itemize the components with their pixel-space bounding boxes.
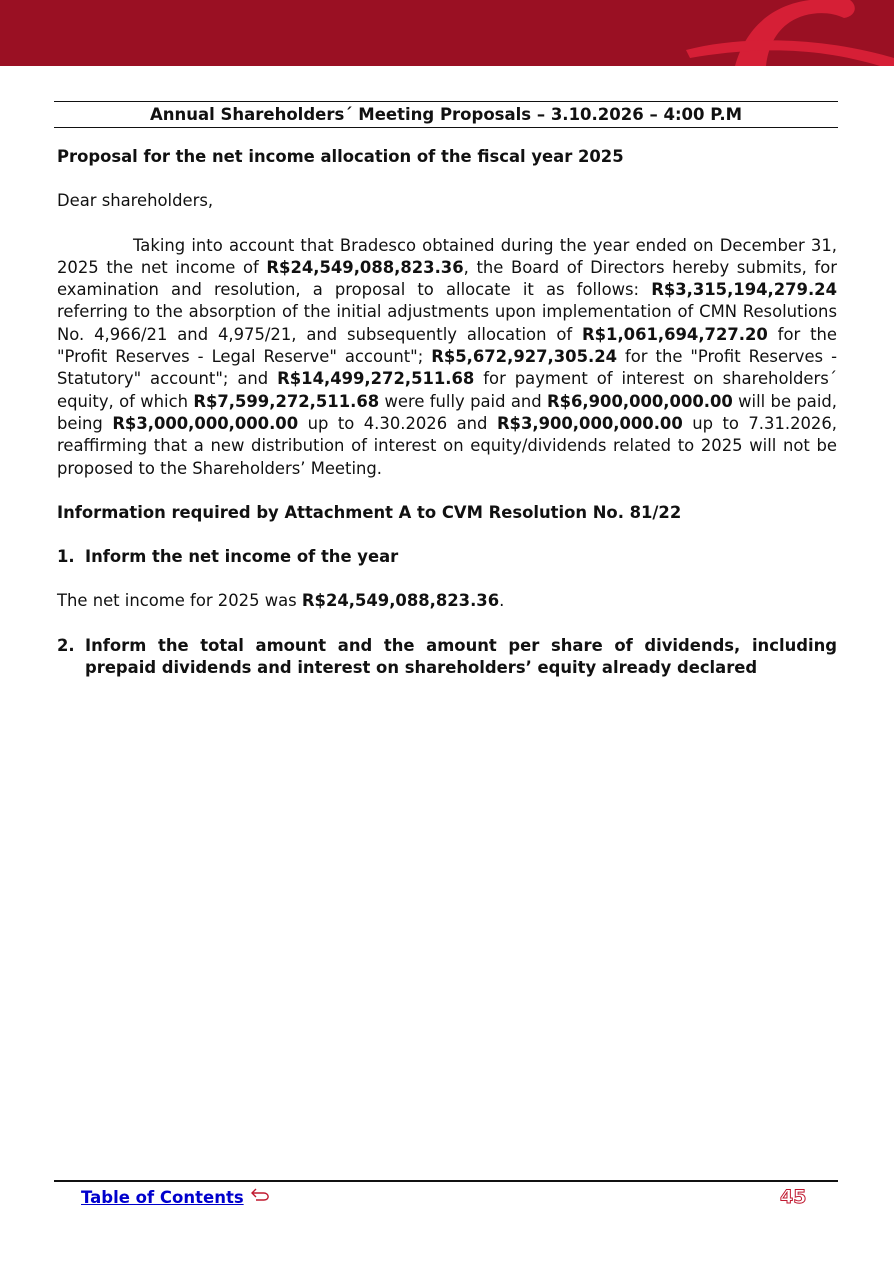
- text-run: up to 4.30.2026 and: [298, 413, 497, 433]
- text-run: , the Board of Directors hereby submits, for examination and resolution, a proposal to allocate it as follows:: [57, 257, 837, 300]
- salutation: Dear shareholders,: [57, 191, 214, 211]
- text-run: were fully paid and: [379, 391, 547, 411]
- text-run: The net income for 2025 was: [57, 591, 302, 611]
- text-run: up to 7.31.2026, reaffirming that a new distribution of interest on equity/dividends related to 2025 will not be proposed to the Shareholders’ Meeting.: [57, 413, 838, 478]
- text-run: will be paid, being: [57, 391, 837, 433]
- absorption-amount: R$3,315,194,279.24: [651, 280, 837, 300]
- first-installment-amount: R$3,000,000,000.00: [112, 413, 299, 433]
- text-run: for the "Profit Reserves - Legal Reserve" account";: [57, 324, 837, 367]
- item-answer: [57, 590, 837, 612]
- item-number: 1.: [57, 547, 75, 567]
- text-run: for payment of interest on shareholders´ equity, of which: [57, 369, 837, 411]
- list-item: [57, 546, 837, 568]
- item-title: Inform the net income of the year: [85, 547, 399, 567]
- legal-reserve-amount: R$1,061,694,727.20: [582, 324, 768, 344]
- text-run: .: [499, 591, 505, 611]
- bradesco-logo-icon: [0, 0, 894, 66]
- page-title: Annual Shareholders´ Meeting Proposals – 3.10.2026 – 4:00 P.M: [54, 101, 838, 128]
- item-number: 2.: [57, 635, 75, 655]
- second-installment-amount: R$3,900,000,000.00: [496, 413, 683, 433]
- header-band: [0, 0, 894, 66]
- net-income-value: R$24,549,088,823.36: [301, 591, 500, 611]
- footer-divider: [54, 1180, 838, 1182]
- proposal-paragraph: [57, 235, 837, 480]
- statutory-reserve-amount: R$5,672,927,305.24: [431, 347, 618, 367]
- attachment-heading: Information required by Attachment A to CVM Resolution No. 81/22: [57, 502, 682, 522]
- text-run: for the "Profit Reserves - Statutory" account"; and: [57, 347, 837, 389]
- list-item: [57, 635, 837, 680]
- section-heading: Proposal for the net income allocation of the fiscal year 2025: [57, 147, 624, 166]
- to-be-paid-amount: R$6,900,000,000.00: [547, 391, 733, 411]
- paid-amount: R$7,599,272,511.68: [193, 391, 380, 411]
- page-number: 45: [780, 1186, 807, 1208]
- net-income-amount: R$24,549,088,823.36: [266, 257, 464, 277]
- return-arrow-icon[interactable]: [250, 1186, 272, 1204]
- interest-on-equity-amount: R$14,499,272,511.68: [277, 369, 475, 389]
- text-run: Taking into account that Bradesco obtained during the year ended on December 31, 2025 the net income of: [57, 235, 837, 277]
- document-body: [57, 146, 837, 679]
- item-title: Inform the total amount and the amount per share of dividends, including prepaid dividends and interest on shareholders’ equity already declared: [85, 635, 837, 678]
- text-run: referring to the absorption of the initial adjustments upon implementation of CMN Resolutions No. 4,966/21 and 4,975/21, and subsequently allocation of: [57, 302, 837, 344]
- table-of-contents-link[interactable]: Table of Contents: [81, 1188, 244, 1207]
